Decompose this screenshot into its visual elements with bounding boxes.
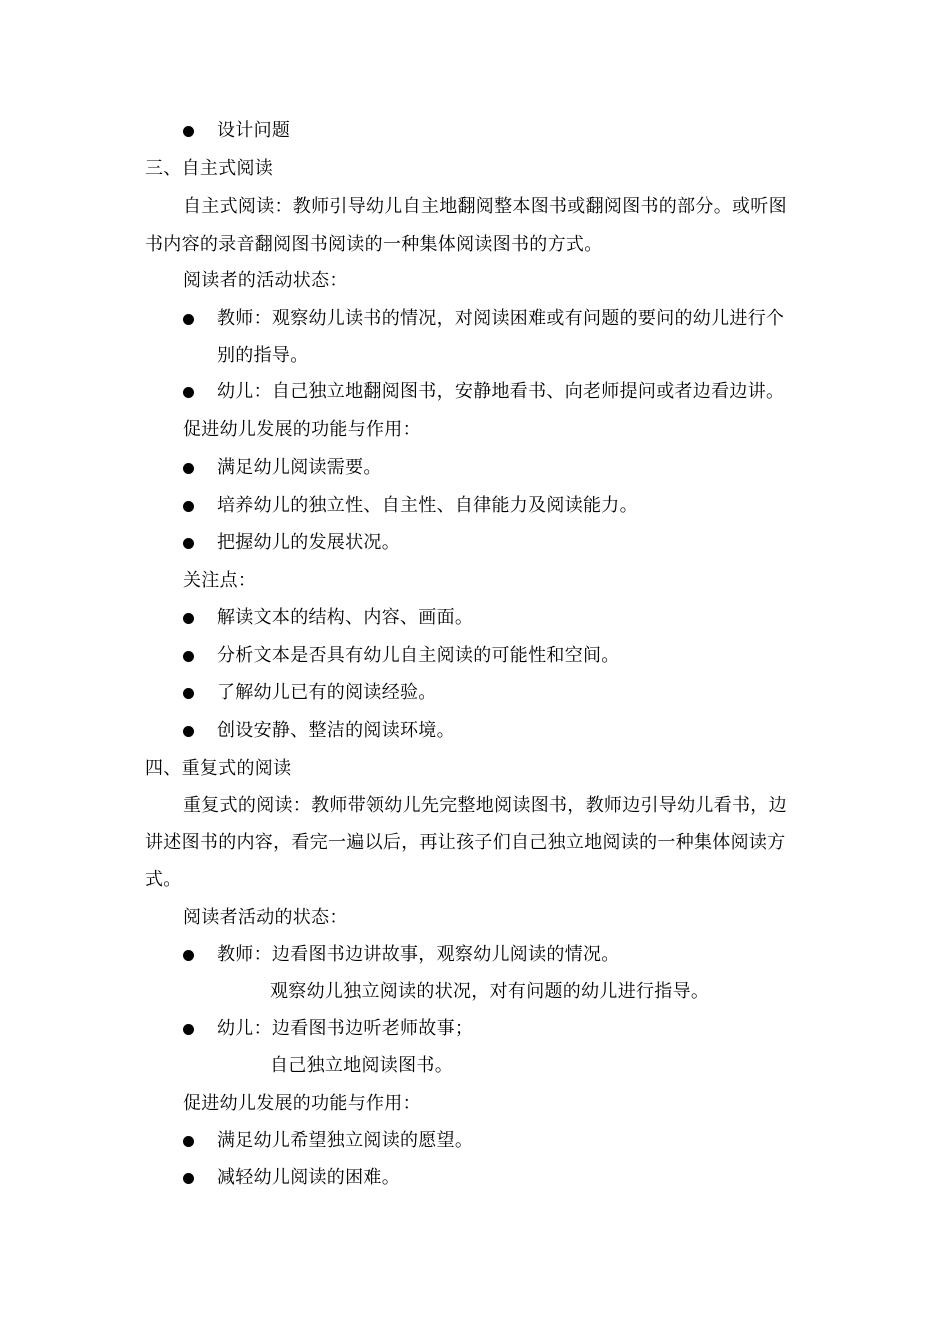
- bullet-item-design-questions: 设计问题: [217, 120, 291, 141]
- section-3-definition-line-2: 书内容的录音翻阅图书阅读的一种集体阅读图书的方式。: [145, 234, 603, 255]
- section-3-focus-item-4: 创设安静、整洁的阅读环境。: [217, 720, 455, 741]
- section-3-focus-item-2: 分析文本是否具有幼儿自主阅读的可能性和空间。: [217, 645, 620, 666]
- bullet-icon: [183, 1173, 194, 1184]
- section-4-heading: 四、重复式的阅读: [145, 758, 292, 779]
- section-3-function-item-1: 满足幼儿阅读需要。: [217, 457, 382, 478]
- bullet-icon: [183, 613, 194, 624]
- section-4-function-item-1: 满足幼儿希望独立阅读的愿望。: [217, 1130, 474, 1151]
- section-3-child-item: 幼儿：自己独立地翻阅图书，安静地看书、向老师提问或者边看边讲。: [217, 381, 785, 402]
- section-3-function-item-3: 把握幼儿的发展状况。: [217, 532, 400, 553]
- section-3-teacher-item: 教师：观察幼儿读书的情况，对阅读困难或有问题的要问的幼儿进行个: [217, 308, 785, 329]
- section-3-teacher-item-cont: 别的指导。: [217, 345, 309, 366]
- section-3-definition-line-1: 自主式阅读：教师引导幼儿自主地翻阅整本图书或翻阅图书的部分。或听图: [183, 196, 787, 217]
- bullet-icon: [183, 387, 194, 398]
- bullet-icon: [183, 463, 194, 474]
- bullet-icon: [183, 314, 194, 325]
- section-4-definition-line-1: 重复式的阅读：教师带领幼儿先完整地阅读图书，教师边引导幼儿看书，边: [183, 795, 787, 816]
- bullet-icon: [183, 688, 194, 699]
- section-4-child-item-cont: 自己独立地阅读图书。: [270, 1055, 453, 1076]
- section-3-focus-item-3: 了解幼儿已有的阅读经验。: [217, 682, 437, 703]
- section-3-heading: 三、自主式阅读: [145, 158, 274, 179]
- bullet-icon: [183, 950, 194, 961]
- bullet-icon: [183, 651, 194, 662]
- section-4-state-heading: 阅读者活动的状态：: [183, 907, 348, 928]
- bullet-icon: [183, 126, 194, 137]
- section-4-teacher-item-cont: 观察幼儿独立阅读的状况，对有问题的幼儿进行指导。: [270, 981, 710, 1002]
- section-4-definition-line-2: 讲述图书的内容，看完一遍以后，再让孩子们自己独立地阅读的一种集体阅读方: [145, 832, 786, 853]
- bullet-icon: [183, 538, 194, 549]
- section-4-function-item-2: 减轻幼儿阅读的困难。: [217, 1167, 400, 1188]
- section-4-child-item: 幼儿：边看图书边听老师故事；: [217, 1018, 474, 1039]
- bullet-icon: [183, 501, 194, 512]
- section-3-focus-item-1: 解读文本的结构、内容、画面。: [217, 607, 474, 628]
- section-3-state-heading: 阅读者的活动状态：: [183, 270, 348, 291]
- section-4-teacher-item: 教师：边看图书边讲故事，观察幼儿阅读的情况。: [217, 944, 620, 965]
- bullet-icon: [183, 1136, 194, 1147]
- bullet-icon: [183, 1024, 194, 1035]
- section-3-function-heading: 促进幼儿发展的功能与作用：: [183, 419, 421, 440]
- section-4-function-heading: 促进幼儿发展的功能与作用：: [183, 1093, 421, 1114]
- bullet-icon: [183, 726, 194, 737]
- section-3-focus-heading: 关注点：: [183, 570, 257, 591]
- section-4-definition-line-3: 式。: [145, 869, 182, 890]
- section-3-function-item-2: 培养幼儿的独立性、自主性、自律能力及阅读能力。: [217, 495, 638, 516]
